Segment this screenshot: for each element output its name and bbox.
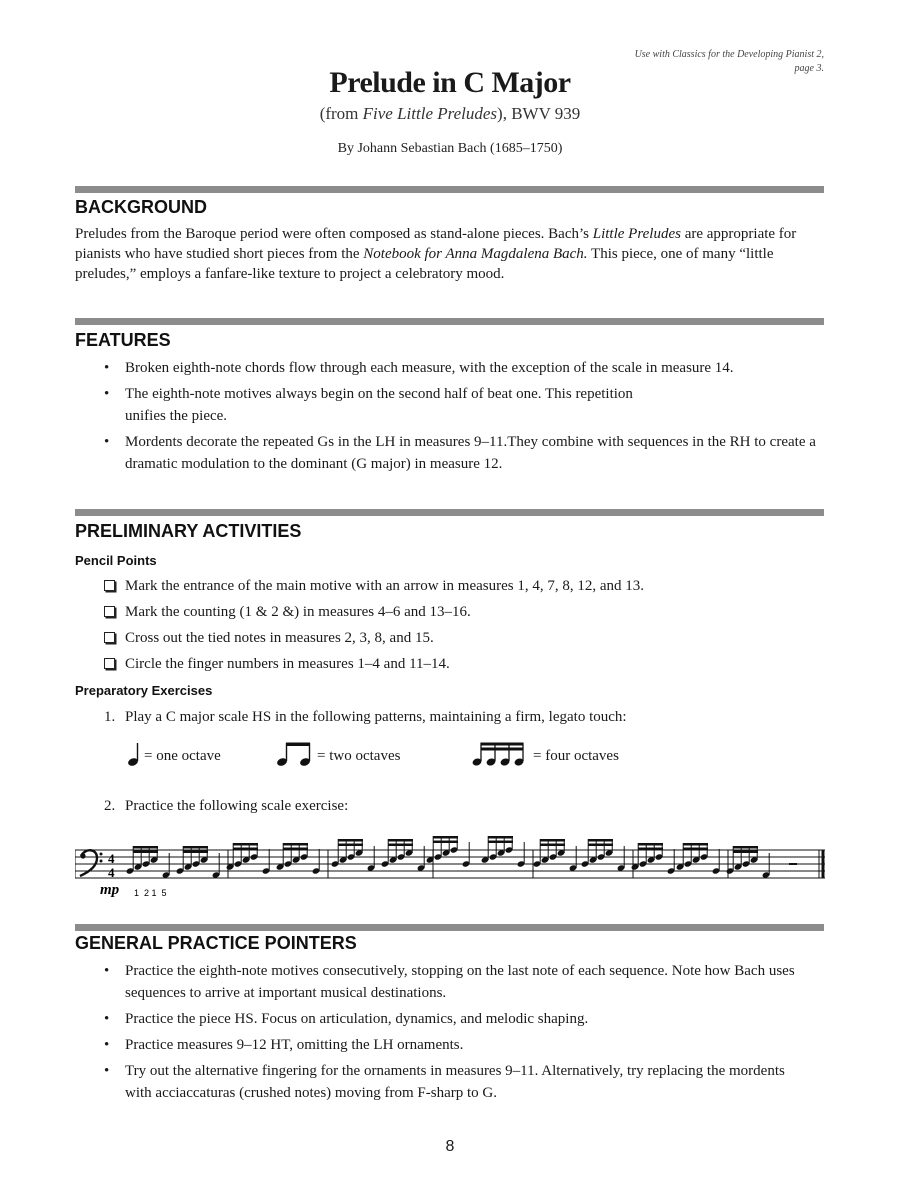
beam (183, 846, 208, 849)
subtitle-suffix: ), BWV 939 (497, 104, 581, 123)
list-item-text: Mordents decorate the repeated Gs in the LH in measures 9–11.They combine with sequences in the RH to create a dramatic modulation to the dominant (G major) in measure 12. (125, 434, 816, 472)
beam (588, 839, 613, 842)
section-divider (75, 318, 824, 325)
beam (183, 851, 208, 854)
bullet-dot: • (104, 386, 110, 402)
beam (338, 844, 363, 847)
sixteenth-notes-icon (472, 741, 530, 767)
beam (733, 851, 758, 854)
features-heading: FEATURES (75, 330, 171, 350)
background-italic-2: Notebook for Anna Magdalena Bach. (363, 246, 588, 262)
checkbox-icon (104, 606, 115, 617)
background-paragraph (75, 224, 825, 284)
checklist-item-text: Cross out the tied notes in measures 2, 3, 8, and 15. (125, 630, 434, 646)
background-text-3: This piece, one of many “little preludes,” employs a fanfare-like texture to project a celebratory mood. (75, 246, 774, 282)
section-divider (75, 509, 824, 516)
beam (540, 844, 565, 847)
preparatory-exercises-heading: Preparatory Exercises (75, 683, 213, 698)
rhythm-pattern-sixteenths (472, 741, 619, 767)
scale-exercise-staff (75, 826, 827, 904)
checklist-item-text: Mark the counting (1 & 2 &) in measures 4–6 and 13–16. (125, 604, 471, 620)
quarter-note-icon (127, 741, 141, 767)
beam (233, 848, 258, 851)
bullet-dot: • (104, 1063, 110, 1079)
background-text-1: Preludes from the Baroque period were often composed as stand-alone pieces. Bach’s (75, 226, 593, 242)
list-item (104, 960, 804, 1004)
list-item-text: Broken eighth-note chords flow through each measure, with the exception of the scale in measure 14. (125, 360, 734, 376)
bullet-dot: • (104, 434, 110, 450)
rhythm-label: = four octaves (533, 748, 619, 764)
pointers-heading: GENERAL PRACTICE POINTERS (75, 933, 357, 953)
list-item-text: Practice measures 9–12 HT, omitting the LH ornaments. (125, 1037, 464, 1053)
time-signature-bottom: 4 (108, 865, 115, 880)
beam (338, 839, 363, 842)
beam (540, 839, 565, 842)
background-heading: BACKGROUND (75, 197, 207, 217)
exercise-number: 1. (104, 709, 116, 725)
exercise-number: 2. (104, 798, 116, 814)
fingering: 1 2 1 5 (134, 888, 167, 898)
pencil-points-list (104, 575, 824, 679)
features-list (104, 357, 816, 479)
beam (683, 848, 708, 851)
checklist-item (104, 601, 824, 627)
corner-note-line1: Use with Classics for the Developing Pianist 2, (634, 49, 824, 60)
dynamic-marking: mp (100, 882, 120, 898)
page-number: 8 (445, 1138, 455, 1155)
section-divider (75, 186, 824, 193)
bullet-dot: • (104, 1037, 110, 1053)
checklist-item-text: Mark the entrance of the main motive with an arrow in measures 1, 4, 7, 8, 12, and 13. (125, 578, 645, 594)
corner-note-line2: page 3. (794, 63, 824, 74)
music-staff (75, 826, 827, 904)
time-signature-top: 4 (108, 851, 115, 866)
checkbox-icon (104, 632, 115, 643)
pointers-list (104, 960, 804, 1108)
pencil-points-heading: Pencil Points (75, 553, 157, 568)
beam (488, 836, 513, 839)
list-item (104, 383, 665, 427)
beam (233, 843, 258, 846)
beam (388, 839, 413, 842)
list-item-text: Try out the alternative fingering for the ornaments in measures 9–11. Alternatively, try replacing the mordents with acciaccaturas (crushed notes) moving from F-sharp to G. (125, 1063, 785, 1101)
rest (789, 863, 797, 865)
beam (588, 844, 613, 847)
bullet-dot: • (104, 360, 110, 376)
eighth-notes-icon (276, 741, 314, 767)
list-item-text: Practice the eighth-note motives consecutively, stopping on the last note of each sequence. Note how Bach uses sequences to arrive at important musical destinations. (125, 963, 795, 1001)
beam (638, 843, 663, 846)
subtitle-prefix: (from (319, 104, 363, 123)
checklist-item (104, 627, 824, 653)
checkbox-icon (104, 658, 115, 669)
exercise-text: Play a C major scale HS in the following patterns, maintaining a firm, legato touch: (125, 709, 627, 725)
checklist-item (104, 575, 824, 601)
checklist-item (104, 653, 824, 679)
byline: By Johann Sebastian Bach (1685–1750) (337, 141, 563, 156)
page-title: Prelude in C Major (329, 66, 571, 99)
section-divider (75, 924, 824, 931)
checkbox-icon (104, 580, 115, 591)
subtitle-italic: Five Little Preludes (362, 104, 498, 123)
list-item (104, 1008, 804, 1030)
checklist-item-text: Circle the finger numbers in measures 1–4 and 11–14. (125, 656, 450, 672)
rhythm-pattern-quarter (127, 741, 221, 767)
beam (433, 841, 458, 844)
beam (433, 836, 458, 839)
beam (133, 846, 158, 849)
exercise-text: Practice the following scale exercise: (125, 798, 349, 814)
beam (388, 844, 413, 847)
beam (133, 851, 158, 854)
bullet-dot: • (104, 963, 110, 979)
list-item (104, 431, 845, 475)
list-item (104, 1060, 804, 1104)
page-subtitle (0, 104, 900, 124)
list-item-text: Practice the piece HS. Focus on articulation, dynamics, and melodic shaping. (125, 1011, 589, 1027)
list-item (104, 357, 764, 379)
background-text-2: are appropriate for pianists who have studied short pieces from the (75, 226, 797, 262)
beam (683, 843, 708, 846)
list-item-text: The eighth-note motives always begin on the second half of beat one. This repetition unifies the piece. (125, 386, 633, 424)
rhythm-label: = two octaves (317, 748, 401, 764)
beam (283, 843, 308, 846)
beam (733, 846, 758, 849)
rhythm-pattern-eighths (276, 741, 400, 767)
rhythm-label: = one octave (144, 748, 221, 764)
bullet-dot: • (104, 1011, 110, 1027)
background-italic-1: Little Preludes (592, 226, 681, 242)
bass-clef-icon (80, 850, 103, 876)
beam (283, 848, 308, 851)
list-item (104, 1034, 804, 1056)
beam (638, 848, 663, 851)
preliminary-heading: PRELIMINARY ACTIVITIES (75, 521, 302, 541)
beam (488, 841, 513, 844)
